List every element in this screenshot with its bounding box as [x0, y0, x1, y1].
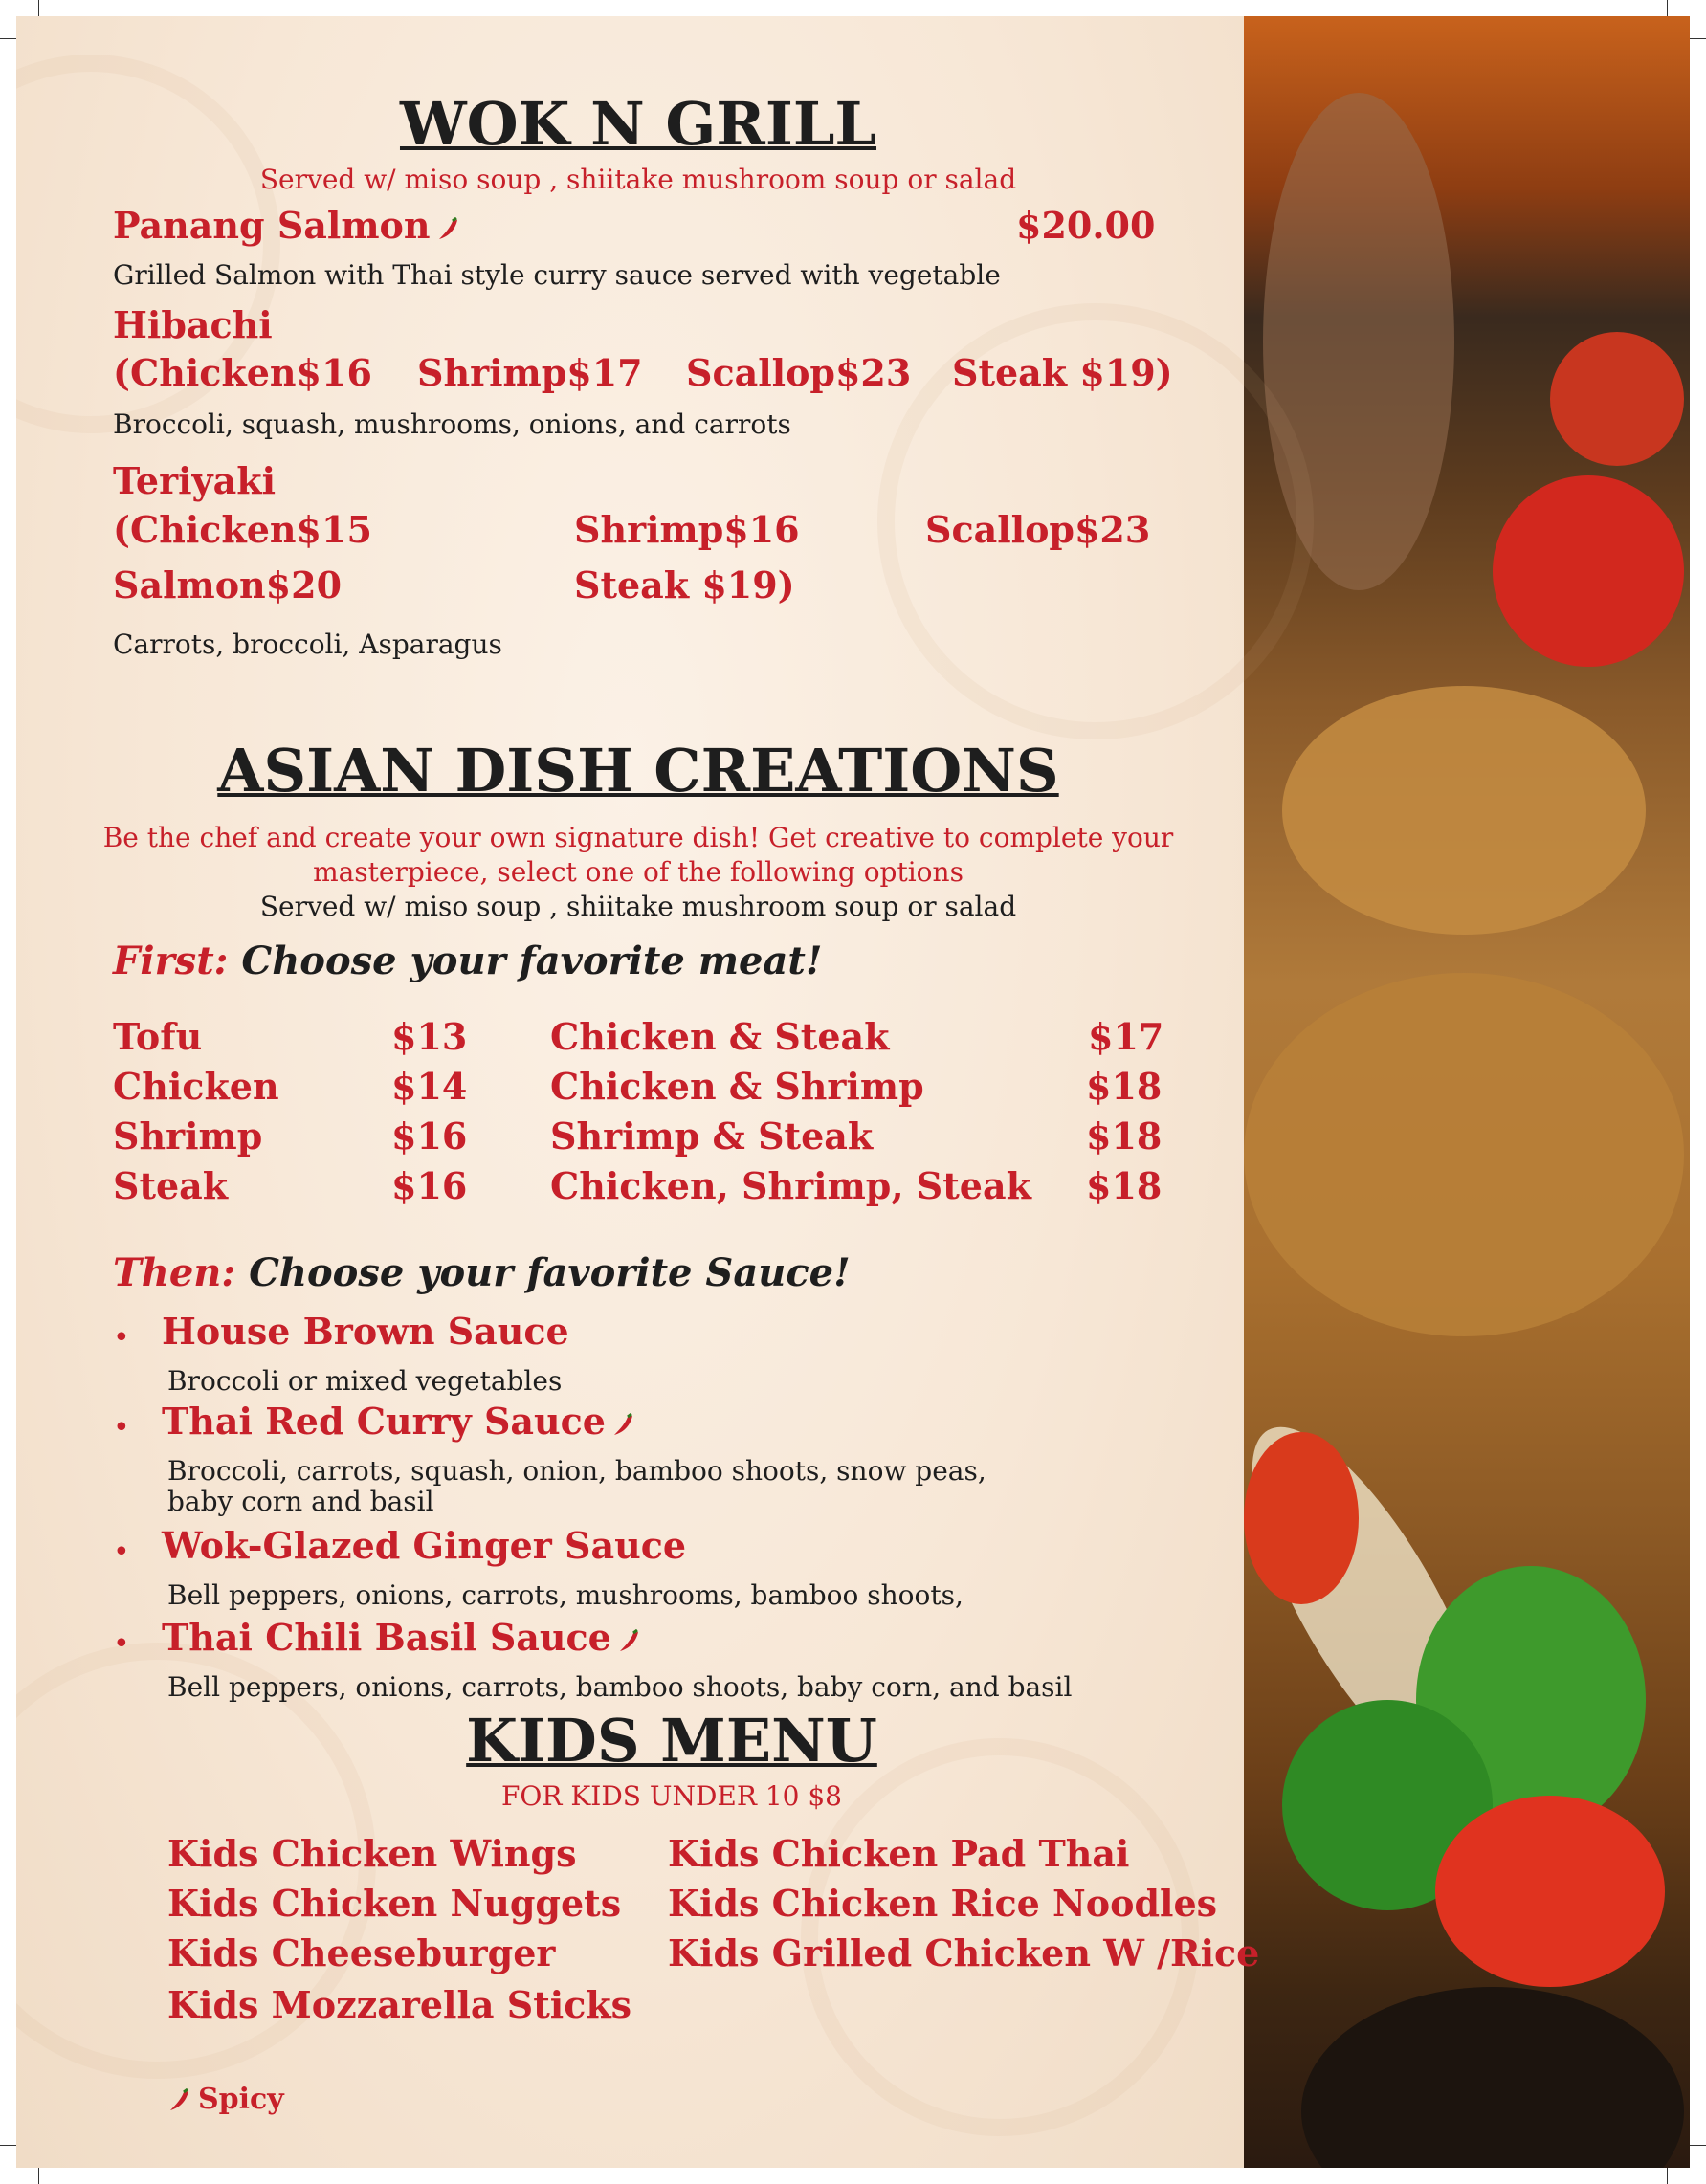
sauce-desc: Bell peppers, onions, carrots, bamboo shoots, baby corn, and basil [167, 1671, 1073, 1703]
kids-menu-subtitle: FOR KIDS UNDER 10 $8 [500, 1780, 842, 1812]
kids-menu-heading: KIDS MENU [466, 1706, 877, 1776]
hibachi-option: Scallop$23 [686, 351, 912, 394]
kids-item: Kids Chicken Pad Thai [668, 1832, 1130, 1875]
kids-item: Kids Chicken Nuggets [167, 1882, 622, 1925]
hibachi-option: (Chicken$16 [113, 351, 372, 394]
combo-option-name: Shrimp & Steak [550, 1114, 874, 1158]
kids-item: Kids Grilled Chicken W /Rice [668, 1931, 1260, 1974]
then-step-heading: Then: Choose your favorite Sauce! [113, 1250, 851, 1295]
sauce-name: Wok-Glazed Ginger Sauce [162, 1524, 687, 1567]
kids-item: Kids Mozzarella Sticks [167, 1983, 632, 2026]
asian-intro-line-1: Be the chef and create your own signature dish! Get creative to complete your [102, 822, 1174, 853]
hibachi-option: Steak $19) [952, 351, 1173, 394]
panang-salmon-name: Panang Salmon [113, 204, 461, 247]
combo-option-name: Chicken & Steak [550, 1015, 890, 1058]
panang-salmon-desc: Grilled Salmon with Thai style curry sauce served with vegetable [113, 259, 1001, 291]
hibachi-name: Hibachi [113, 303, 273, 346]
hibachi-desc: Broccoli, squash, mushrooms, onions, and carrots [113, 408, 791, 440]
bullet-dot-icon: • [113, 1535, 130, 1569]
menu-panel [16, 16, 1260, 2168]
meat-option-name: Tofu [113, 1015, 203, 1058]
hibachi-option: Shrimp$17 [417, 351, 643, 394]
sauce-desc: Bell peppers, onions, carrots, mushrooms, bamboo shoots, [167, 1579, 964, 1611]
combo-option-price: $18 [1086, 1065, 1163, 1108]
menu-page [16, 16, 1690, 2168]
chili-pepper-icon [167, 2088, 192, 2113]
meat-option-name: Shrimp [113, 1114, 263, 1158]
combo-option-price: $18 [1086, 1164, 1163, 1207]
meat-option-name: Steak [113, 1164, 229, 1207]
sauce-name: Thai Red Curry Sauce [162, 1400, 636, 1443]
sauce-desc: baby corn and basil [167, 1486, 434, 1517]
combo-option-price: $17 [1088, 1015, 1164, 1058]
first-step-heading: First: Choose your favorite meat! [113, 938, 823, 983]
sauce-name: Thai Chili Basil Sauce [162, 1616, 642, 1659]
teriyaki-desc: Carrots, broccoli, Asparagus [113, 629, 502, 660]
teriyaki-option: Shrimp$16 [574, 508, 800, 551]
chili-pepper-icon [617, 1629, 642, 1654]
bullet-dot-icon: • [113, 1411, 130, 1445]
chili-pepper-icon [436, 217, 461, 242]
kids-item: Kids Chicken Rice Noodles [668, 1882, 1218, 1925]
wok-served-note: Served w/ miso soup , shiitake mushroom soup or salad [259, 164, 1017, 195]
bullet-dot-icon: • [113, 1627, 130, 1661]
sauce-name: House Brown Sauce [162, 1310, 569, 1353]
sauce-desc: Broccoli, carrots, squash, onion, bamboo shoots, snow peas, [167, 1455, 986, 1487]
sauce-desc: Broccoli or mixed vegetables [167, 1365, 563, 1397]
spicy-legend: Spicy [167, 2083, 284, 2116]
meat-option-price: $16 [391, 1114, 468, 1158]
bullet-dot-icon: • [113, 1321, 130, 1355]
combo-option-name: Chicken, Shrimp, Steak [550, 1164, 1031, 1207]
combo-option-price: $18 [1086, 1114, 1163, 1158]
food-photo [1244, 16, 1690, 2168]
kids-item: Kids Cheeseburger [167, 1931, 556, 1974]
asian-served-note: Served w/ miso soup , shiitake mushroom soup or salad [259, 891, 1017, 922]
teriyaki-option: Salmon$20 [113, 563, 343, 607]
meat-option-name: Chicken [113, 1065, 279, 1108]
meat-option-price: $16 [391, 1164, 468, 1207]
panang-salmon-price: $20.00 [1016, 204, 1156, 247]
teriyaki-option: Steak $19) [574, 563, 795, 607]
teriyaki-option: (Chicken$15 [113, 508, 372, 551]
asian-intro-line-2: masterpiece, select one of the following options [313, 856, 964, 888]
kids-item: Kids Chicken Wings [167, 1832, 577, 1875]
asian-dish-creations-heading: ASIAN DISH CREATIONS [217, 736, 1059, 805]
meat-option-price: $13 [391, 1015, 468, 1058]
wok-n-grill-heading: WOK N GRILL [399, 89, 877, 159]
teriyaki-name: Teriyaki [113, 459, 277, 502]
combo-option-name: Chicken & Shrimp [550, 1065, 924, 1108]
chili-pepper-icon [611, 1413, 636, 1438]
teriyaki-option: Scallop$23 [925, 508, 1151, 551]
meat-option-price: $14 [391, 1065, 468, 1108]
